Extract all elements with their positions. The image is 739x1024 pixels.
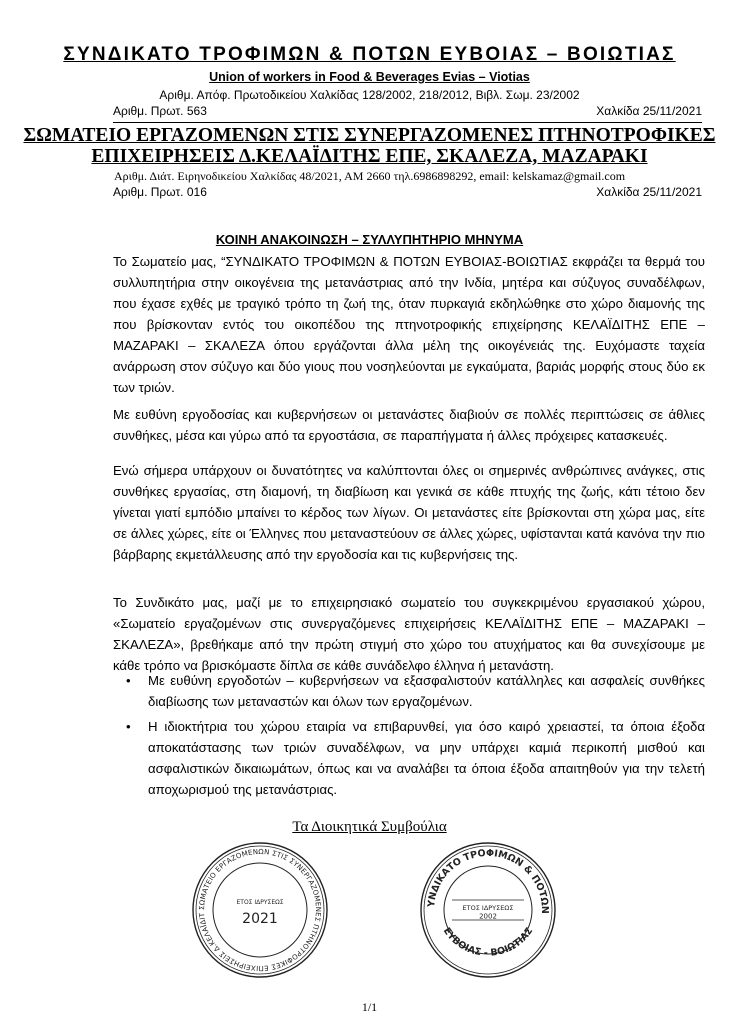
union-stamp-graphic: [418, 840, 558, 980]
header-divider: [113, 122, 702, 123]
svg-text:ΣΩΜΑΤΕΙΟ ΕΡΓΑΖΟΜΕΝΩΝ ΣΤΙΣ ΣΥΝΕ: [190, 840, 322, 972]
paragraph-text: Με ευθύνη εργοδοσίας και κυβερνήσεων οι μετανάστες διαβιούν σε πολλές περιπτώσεις σε άθλιες συνθήκες, μέσα και γύρω από τα εργοστάσια, σε παραπήγματα ή άλλες πρόχειρες κατασκευές.: [113, 407, 705, 443]
association-registration: Αριθμ. Διάτ. Ειρηνοδικείου Χαλκίδας 48/2021, ΑΜ 2660 τηλ.6986898292, email: kelskamaz@gmail.com: [113, 169, 626, 183]
paragraph-2: [113, 404, 705, 446]
union-title-en: Union of workers in Food & Beverages Evias – Viotias: [209, 70, 530, 84]
announcement-title: ΚΟΙΝΗ ΑΝΑΚΟΙΝΩΣΗ – ΣΥΛΛΥΠΗΤΗΡΙΟ ΜΗΝΥΜΑ: [215, 232, 524, 247]
svg-text:ΣΥΝΔΙΚΑΤΟ ΤΡΟΦΙΜΩΝ & ΠΟΤΩΝ: [418, 840, 550, 914]
association-stamp-graphic: [190, 840, 330, 980]
paragraph-1: [113, 251, 705, 398]
bullet-icon: •: [126, 719, 131, 734]
stamp-ring-top: ΥΝΔΙΚΑΤΟ ΤΡΟΦΙΜΩΝ & ΠΟΤΩΝ: [426, 847, 551, 914]
paragraph-4: [113, 592, 705, 676]
bullet-icon: •: [126, 673, 131, 688]
stamp-ring-text: ΣΩΜΑΤΕΙΟ ΕΡΓΑΖΟΜΕΝΩΝ ΣΤΙΣ ΣΥΝΕΡΓΑΖΟΜΕΝΕΣ ΠΤΗΝΟΤΡΟΦΙΚΕΣ ΕΠΙΧΕΙΡΗΣΕΙΣ Δ.ΚΕΛΑΪΔΙΤ: [197, 847, 323, 973]
list-item-text: Με ευθύνη εργοδοτών – κυβερνήσεων να εξασφαλιστούν κατάλληλες και ασφαλείς συνθήκες διαβίωσης των μεταναστών και όλων των εργαζομένων.: [148, 673, 705, 709]
union-title: ΣΥΝΔΙΚΑΤΟ ΤΡΟΦΙΜΩΝ & ΠΟΤΩΝ ΕΥΒΟΙΑΣ – ΒΟΙΩΤΙΑΣ: [63, 44, 676, 65]
union-stamp: [418, 840, 558, 980]
paragraph-text: Ενώ σήμερα υπάρχουν οι δυνατότητες να καλύπτονται όλες οι σημερινές ανθρώπινες ανάγκες, στις συνθήκες εργασίας, στη διαμονή, τη διαβίωση και γενικά σε κάθε πτυχής της ζωής, κάτι τέτοιο δεν γίνεται γιατί εμπόδιο μπαίνει το κέρδος των λίγων. Οι μετανάστες είτε βρίσκονται στη χώρα μας, είτε σε άλλες χώρες, είτε οι Έλληνες που μεταναστεύουν σε άλλες χώρες, υφίστανται κατά κανόνα την πιο βάρβαρης εκμετάλλευσης από την εργοδοσία και τις κυβερνήσεις της.: [113, 463, 705, 562]
list-item: [113, 670, 705, 712]
stamp-year: 2002: [479, 912, 497, 921]
svg-text:ΕΥΒΟΙΑΣ - ΒΟΙΩΤΙΑΣ: [441, 926, 536, 959]
paragraph-text: Το Σωματείο μας, “ΣΥΝΔΙΚΑΤΟ ΤΡΟΦΙΜΩΝ & ΠΟΤΩΝ ΕΥΒΟΙΑΣ-ΒΟΙΩΤΙΑΣ εκφράζει τα θερμά του συλλυπητήρια στην οικογένεια της μετανάστριας από την Ινδία, μητέρα και σύζυγος συναδέλφων, που έχασε εχθές με τραγικό τρόπο τη ζωή της, όταν πυρκαγιά εκδηλώθηκε στο χώρο διαμονής της που βρίσκονταν εντός του οικοπέδου της πτηνοτροφικής επιχείρησης ΚΕΛΑΪΔΙΤΗΣ ΕΠΕ – ΜΑΖΑΡΑΚΙ – ΣΚΑΛΕΖΑ όπου εργάζονται άλλα μέλη της οικογένειάς της. Ευχόμαστε ταχεία ανάρρωση στον σύζυγο και δύο γιους που νοσηλεύονται με εγκαύματα, βαριάς μορφής στους δύο εκ των τριών.: [113, 254, 705, 395]
union-protocol: Αριθμ. Πρωτ. 563: [113, 104, 207, 118]
demands-list: [113, 670, 705, 804]
union-protocol-row: [113, 104, 702, 118]
stamp-ring-bottom: ΕΥΒΟΙΑΣ - ΒΟΙΩΤΙΑΣ: [440, 925, 536, 959]
union-registration: Αριθμ. Απόφ. Πρωτοδικείου Χαλκίδας 128/2002, 218/2012, Βιβλ. Σωμ. 23/2002: [159, 88, 580, 102]
association-date: Χαλκίδα 25/11/2021: [596, 185, 702, 199]
association-stamp: [190, 840, 330, 980]
union-date: Χαλκίδα 25/11/2021: [596, 104, 702, 118]
association-title-line2: ΕΠΙΧΕΙΡΗΣΕΙΣ Δ.ΚΕΛΑΪΔΙΤΗΣ ΕΠΕ, ΣΚΑΛΕΖΑ, ΜΑΖΑΡΑΚΙ: [91, 146, 648, 167]
boards-signature: Τα Διοικητικά Συμβούλια: [292, 819, 447, 835]
association-protocol-row: [113, 185, 702, 199]
list-item: [113, 716, 705, 800]
association-title-line1: ΣΩΜΑΤΕΙΟ ΕΡΓΑΖΟΜΕΝΩΝ ΣΤΙΣ ΣΥΝΕΡΓΑΖΟΜΕΝΕΣ ΠΤΗΝΟΤΡΟΦΙΚΕΣ: [23, 125, 716, 146]
page-number: 1/1: [361, 1000, 378, 1014]
stamp-year: 2021: [242, 911, 278, 927]
paragraph-3: [113, 460, 705, 565]
association-title: [0, 125, 739, 167]
association-protocol: Αριθμ. Πρωτ. 016: [113, 185, 207, 199]
paragraph-text: Το Συνδικάτο μας, μαζί με το επιχειρησιακό σωματείο του συγκεκριμένου εργασιακού χώρου, «Σωματείο εργαζομένων στις συνεργαζόμενες επιχειρήσεις ΚΕΛΑΪΔΙΤΗΣ ΕΠΕ – ΜΑΖΑΡΑΚΙ – ΣΚΑΛΕΖΑ», βρεθήκαμε από την πρώτη στιγμή στο χώρο του ατυχήματος και θα συνεχίσουμε με κάθε τρόπο να βρισκόμαστε δίπλα σε κάθε συνάδελφο έλληνα ή μετανάστη.: [113, 595, 705, 673]
stamp-founded-label: ΕΤΟΣ ΙΔΡΥΣΕΩΣ: [462, 904, 514, 912]
list-item-text: Η ιδιοκτήτρια του χώρου εταιρία να επιβαρυνθεί, για όσο καιρό χρειαστεί, τα όποια έξοδα αποκατάστασης των τριών συναδέλφων, να μην υπάρχει καμιά περικοπή μισθού και ασφαλιστικών δικαιωμάτων, όπως και να αναλάβει τα όποια έξοδα απαιτηθούν για την τελετή αποχωρισμού της μετανάστριας.: [148, 719, 705, 797]
stamp-founded-label: ΕΤΟΣ ΙΔΡΥΣΕΩΣ: [236, 899, 284, 906]
